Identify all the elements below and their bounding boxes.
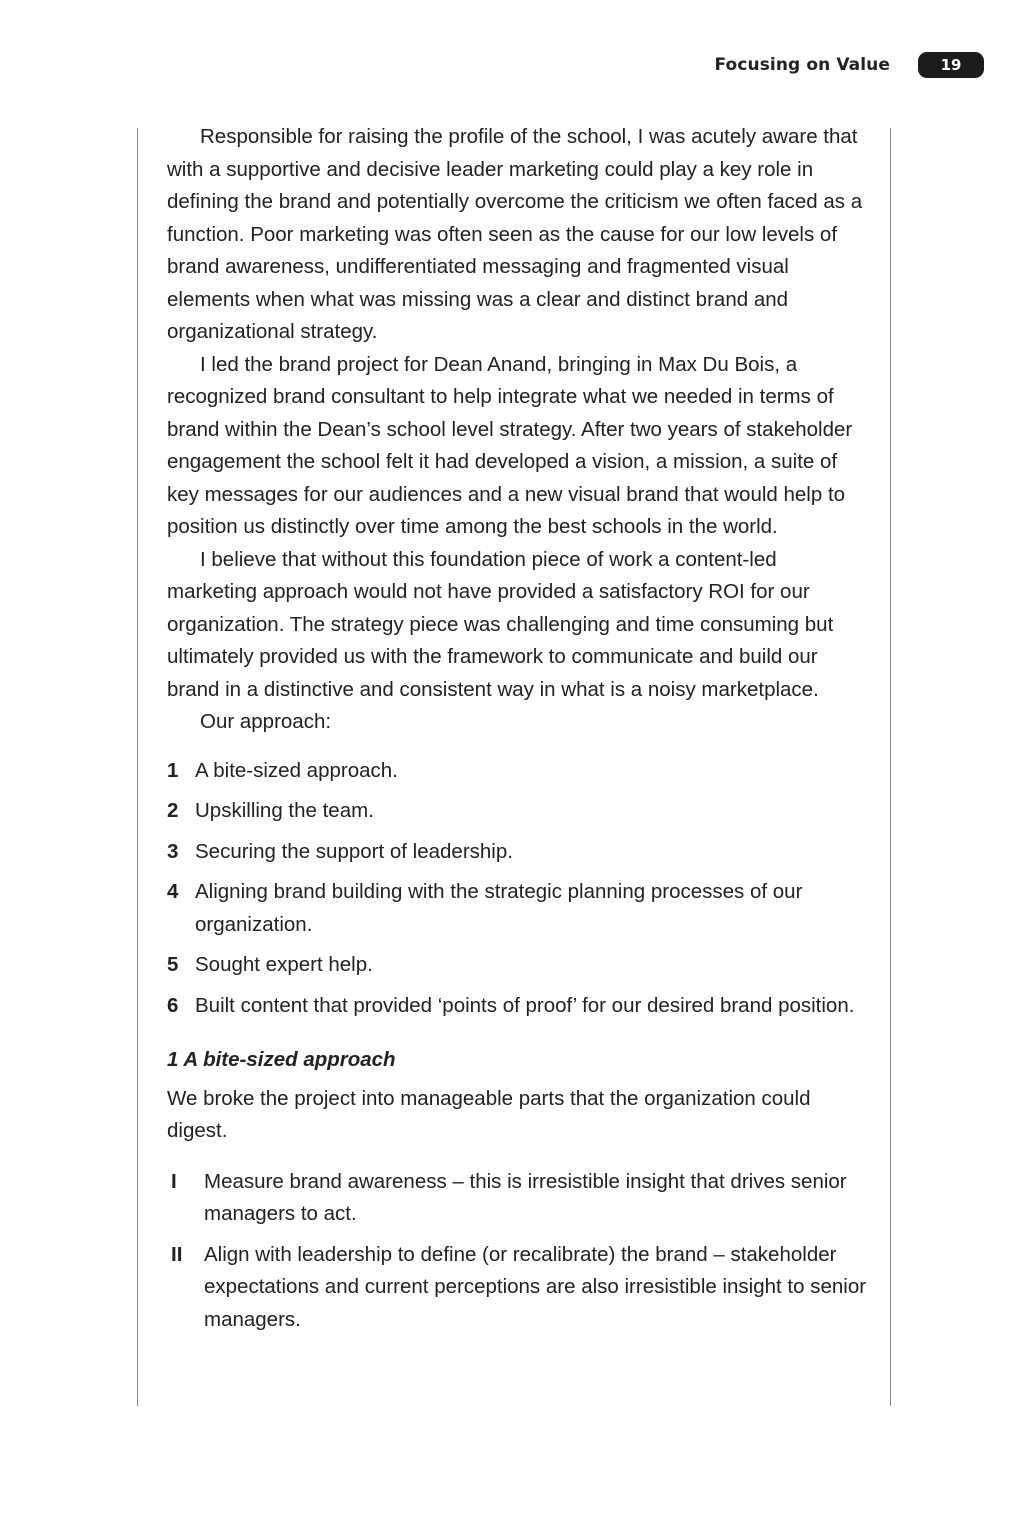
running-title: Focusing on Value	[714, 55, 890, 75]
list-item	[167, 990, 867, 1023]
list-item-text: A bite-sized approach.	[195, 758, 398, 782]
list-item-text: Built content that provided ‘points of proof’ for our desired brand position.	[195, 993, 855, 1017]
list-item	[167, 795, 867, 828]
list-item-numeral: I	[171, 1169, 177, 1193]
approach-list	[167, 755, 867, 1023]
list-item-numeral: II	[171, 1242, 183, 1266]
left-margin-rule	[137, 128, 138, 1406]
page-number-badge: 19	[918, 52, 984, 78]
list-item-number: 6	[167, 993, 179, 1017]
list-item-text: Align with leadership to define (or recalibrate) the brand – stakeholder expectations and current perceptions are also irresistible insight to senior managers.	[204, 1242, 867, 1331]
list-item	[167, 1239, 867, 1337]
body-text-column	[167, 121, 867, 1344]
list-item-number: 5	[167, 953, 179, 976]
paragraph-1: Responsible for raising the profile of the school, I was acutely aware that with a supportive and decisive leader marketing could play a key role in defining the brand and potentially overcome the criticism we often faced as a function. Poor marketing was often seen as the cause for our low levels of brand awareness, undifferentiated messaging and fragmented visual elements when what was missing was a clear and distinct brand and organizational strategy.	[167, 125, 863, 343]
list-item-text: Securing the support of leadership.	[195, 839, 513, 863]
right-margin-rule	[890, 128, 891, 1406]
list-item-text: Aligning brand building with the strategic planning processes of our organization.	[195, 880, 803, 936]
section-heading: 1 A bite-sized approach	[167, 1048, 396, 1071]
paragraph-3: I believe that without this foundation piece of work a content-led marketing approach would not have provided a satisfactory ROI for our organization. The strategy piece was challenging and time consuming but ultimately provided us with the framework to communicate and build our brand in a distinctive and consistent way in what is a noisy marketplace.	[167, 547, 834, 701]
list-item-text: Sought expert help.	[195, 953, 373, 976]
list-item-number: 2	[167, 799, 179, 822]
section-intro: We broke the project into manageable parts that the organization could digest.	[167, 1086, 811, 1142]
list-item	[167, 876, 867, 941]
running-head	[715, 52, 984, 78]
list-item	[167, 836, 867, 869]
list-item	[167, 949, 867, 982]
list-item-number: 4	[167, 880, 179, 903]
list-item-number: 3	[167, 839, 179, 863]
list-item	[167, 755, 867, 788]
section-item-list	[167, 1166, 867, 1337]
paragraph-2: I led the brand project for Dean Anand, bringing in Max Du Bois, a recognized brand consultant to help integrate what we needed in terms of brand within the Dean’s school level strategy. After two years of stakeholder engagement the school felt it had developed a vision, a mission, a suite of key messages for our audiences and a new visual brand that would help to position us distinctly over time among the best schools in the world.	[167, 352, 853, 538]
list-item	[167, 1166, 867, 1231]
list-item-number: 1	[167, 758, 179, 782]
list-item-text: Upskilling the team.	[195, 799, 374, 822]
list-item-text: Measure brand awareness – this is irresistible insight that drives senior managers to act.	[204, 1169, 847, 1225]
approach-lead-in: Our approach:	[200, 710, 332, 733]
